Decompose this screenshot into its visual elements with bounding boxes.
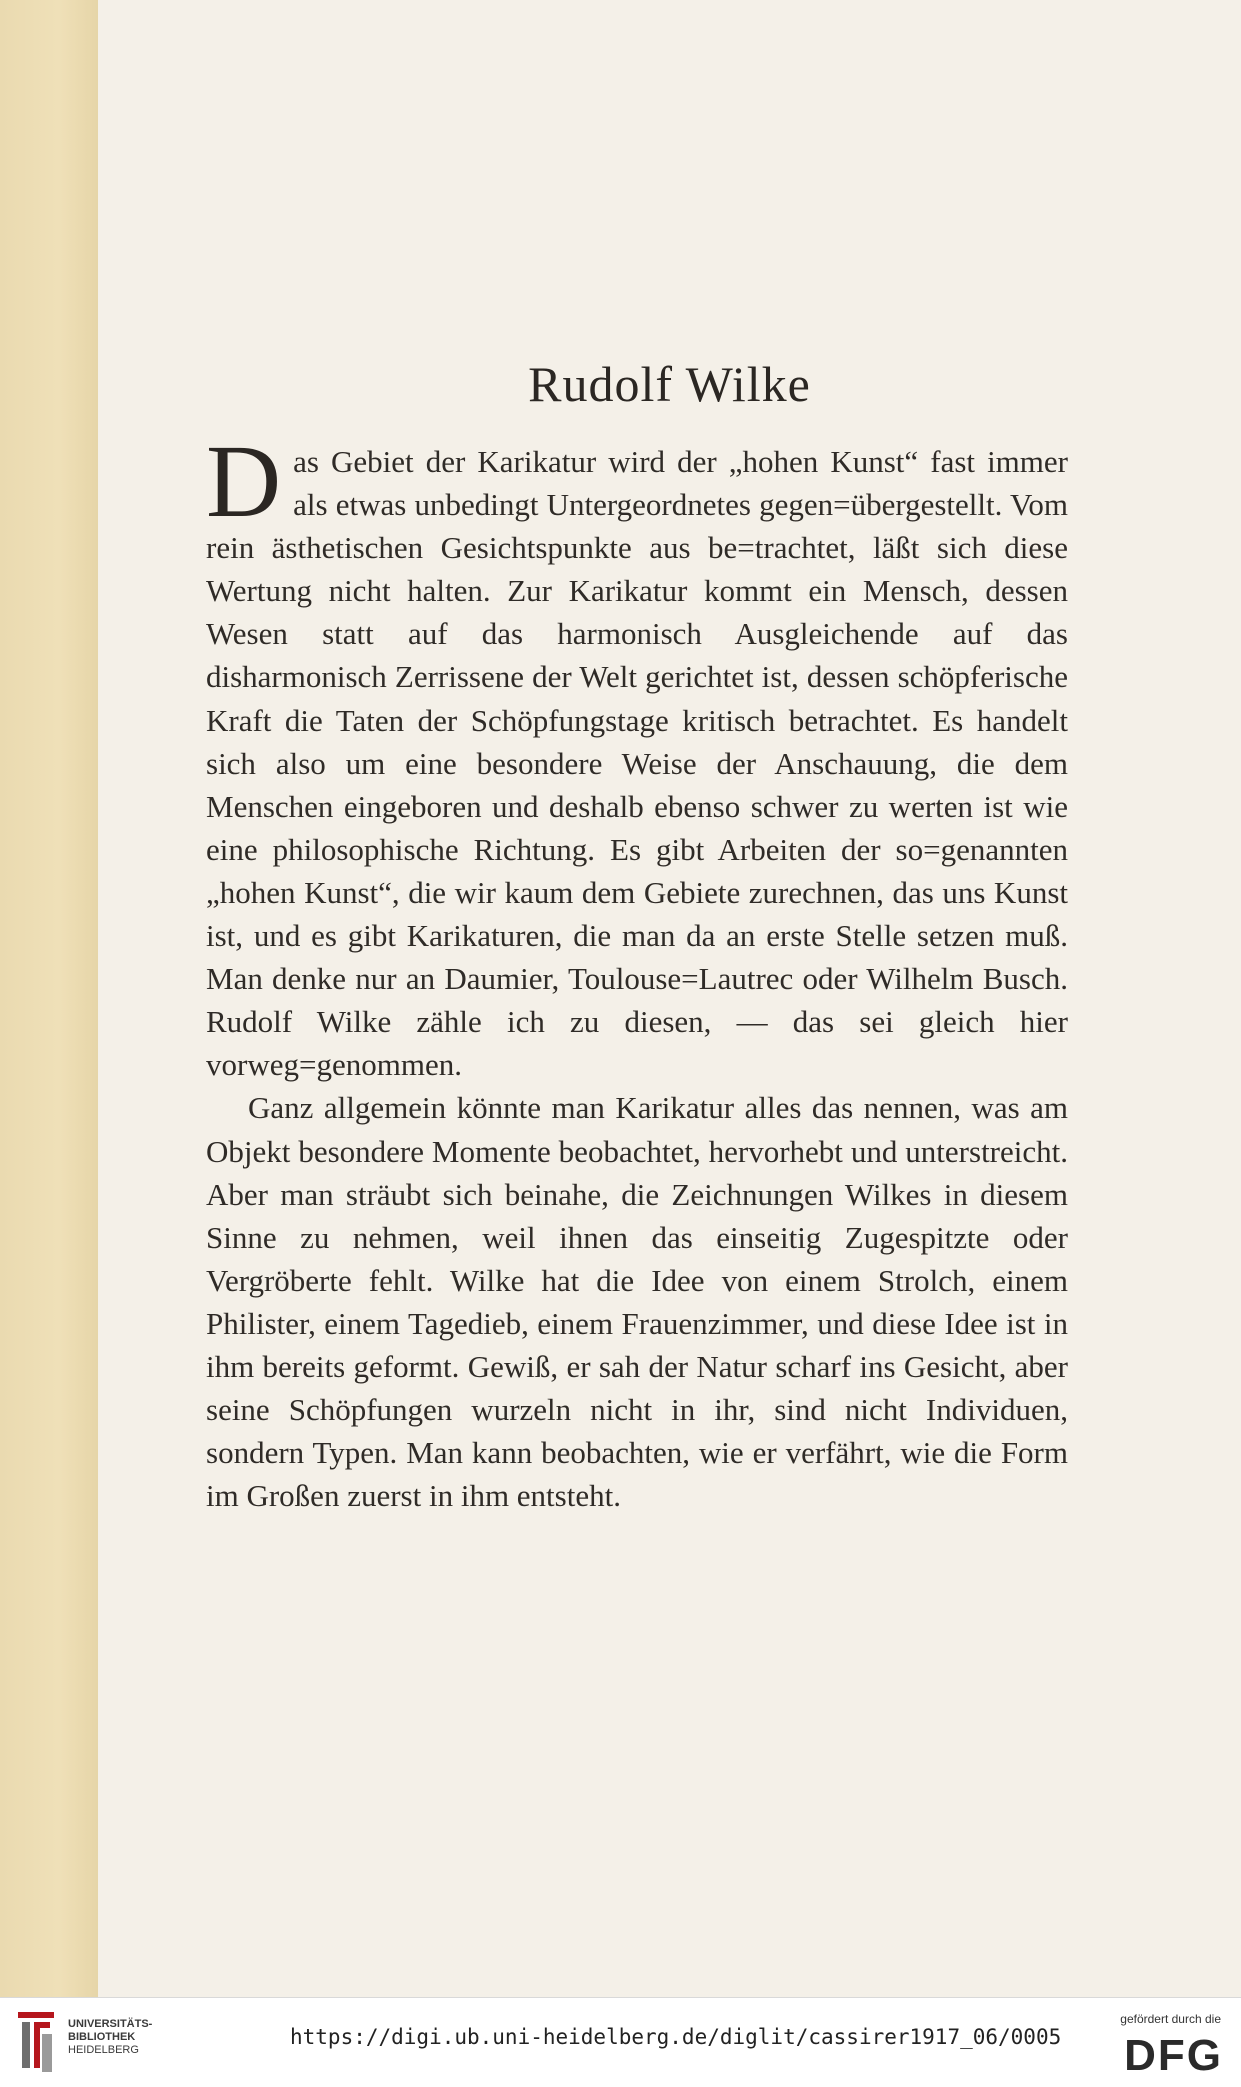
funding-text: gefördert durch die <box>1120 2012 1221 2026</box>
paragraph-1 <box>206 424 1068 1086</box>
paragraph-2: Ganz allgemein könnte man Karikatur alles das nennen, was am Objekt besondere Momente beobachtet, hervorhebt und unterstreicht. Aber man sträubt sich beinahe, die Zeichnungen Wilkes in diesem Sinne zu nehmen, weil ihnen das einseitig Zugespitzte oder Vergröberte fehlt. Wilke hat die Idee von einem Strolch, einem Philister, einem Tagedieb, einem Frauenzimmer, und diese Idee ist in ihm bereits geformt. Gewiß, er sah der Natur scharf ins Gesicht, aber seine Schöpfungen wurzeln nicht in ihr, sind nicht Individuen, sondern Typen. Man kann beobachten, wie er verfährt, wie die Form im Großen zuerst in ihm entsteht. <box>206 1090 1068 1514</box>
book-spine <box>0 0 99 1997</box>
library-name <box>68 2018 152 2057</box>
dfg-logo[interactable]: DFG <box>1124 2031 1223 2080</box>
viewer-footer <box>0 1997 1241 2087</box>
library-line-2: BIBLIOTHEK <box>68 2031 136 2043</box>
paragraph-1-text: as Gebiet der Karikatur wird der „hohen Kunst“ fast immer als etwas unbedingt Untergeordnetes gegen=übergestellt. Vom rein ästhetischen Gesichtspunkte aus be=trachtet, läßt sich diese Wertung nicht halten. Zur Karikatur kommt ein Mensch, dessen Wesen statt auf das harmonisch Ausgleichende auf das disharmonisch Zerrissene der Welt gerichtet ist, dessen schöpferische Kraft die Taten der Schöpfungstage kritisch betrachtet. Es handelt sich also um eine besondere Weise der Anschauung, die dem Menschen eingeboren und deshalb ebenso schwer zu werten ist wie eine philosophische Richtung. Es gibt Arbeiten der so=genannten „hohen Kunst“, die wir kaum dem Gebiete zurechnen, das uns Kunst ist, und es gibt Karikaturen, die man da an erste Stelle setzen muß. Man denke nur an Daumier, Toulouse=Lautrec oder Wilhelm Busch. Rudolf Wilke zähle ich zu diesen, — das sei gleich hier vorweg=genommen. <box>206 444 1068 1083</box>
library-line-3: HEIDELBERG <box>68 2044 139 2056</box>
body-text <box>206 424 1068 1517</box>
ub-heidelberg-logo-icon[interactable] <box>12 2008 60 2078</box>
dropcap-letter: D <box>206 424 282 539</box>
page-title: Rudolf Wilke <box>528 356 811 412</box>
library-line-1: UNIVERSITÄTS- <box>68 2018 153 2030</box>
permalink-url[interactable]: https://digi.ub.uni-heidelberg.de/diglit/cassirer1917_06/0005 <box>290 2025 1062 2049</box>
scanned-page <box>98 0 1241 1997</box>
